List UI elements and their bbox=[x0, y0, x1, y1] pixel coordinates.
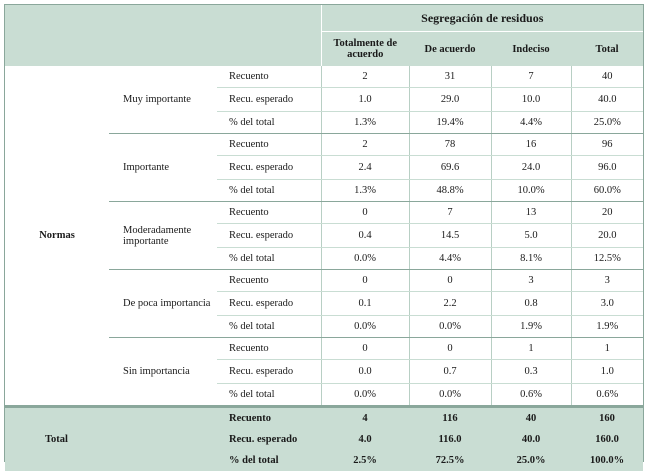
table-cell: 40.0 bbox=[571, 88, 643, 112]
table-cell: 96.0 bbox=[571, 156, 643, 180]
table-cell: 8.1% bbox=[491, 248, 571, 270]
table-cell: 13 bbox=[491, 202, 571, 224]
table-cell: 0 bbox=[409, 270, 491, 292]
row-label: Recu. esperado bbox=[217, 429, 321, 450]
row-label: % del total bbox=[217, 450, 321, 471]
table-cell: 4 bbox=[321, 407, 409, 430]
table-cell: 0.7 bbox=[409, 360, 491, 384]
table-cell: 96 bbox=[571, 134, 643, 156]
table-cell: 0.1 bbox=[321, 292, 409, 316]
table-cell: 3 bbox=[491, 270, 571, 292]
contingency-table-frame bbox=[4, 4, 644, 462]
table-cell: 0.4 bbox=[321, 224, 409, 248]
table-cell: 14.5 bbox=[409, 224, 491, 248]
table-cell: 0.0% bbox=[321, 248, 409, 270]
table-cell: 0.3 bbox=[491, 360, 571, 384]
table-cell: 1.9% bbox=[571, 316, 643, 338]
table-cell: 60.0% bbox=[571, 180, 643, 202]
row-label: Recuento bbox=[217, 202, 321, 224]
table-cell: 72.5% bbox=[409, 450, 491, 471]
table-cell: 40.0 bbox=[491, 429, 571, 450]
table-cell: 4.4% bbox=[491, 112, 571, 134]
table-cell: 19.4% bbox=[409, 112, 491, 134]
table-cell: 29.0 bbox=[409, 88, 491, 112]
col-header-indeciso: Indeciso bbox=[491, 32, 571, 67]
table-cell: 100.0% bbox=[571, 450, 643, 471]
table-cell: 0.0% bbox=[409, 384, 491, 407]
row-label: Recu. esperado bbox=[217, 360, 321, 384]
table-cell: 7 bbox=[491, 66, 571, 88]
row-label: Recuento bbox=[217, 270, 321, 292]
table-cell: 0 bbox=[321, 270, 409, 292]
table-cell: 160.0 bbox=[571, 429, 643, 450]
row-label: % del total bbox=[217, 248, 321, 270]
table-cell: 10.0% bbox=[491, 180, 571, 202]
table-cell: 40 bbox=[571, 66, 643, 88]
table-cell: 3 bbox=[571, 270, 643, 292]
table-cell: 16 bbox=[491, 134, 571, 156]
table-cell: 0 bbox=[321, 338, 409, 360]
row-label: Recu. esperado bbox=[217, 224, 321, 248]
category-label: De poca importancia bbox=[109, 270, 217, 338]
table-cell: 3.0 bbox=[571, 292, 643, 316]
table-cell: 2.4 bbox=[321, 156, 409, 180]
table-cell: 0.0 bbox=[321, 360, 409, 384]
table-cell: 0.6% bbox=[571, 384, 643, 407]
row-label: % del total bbox=[217, 180, 321, 202]
table-cell: 1.3% bbox=[321, 112, 409, 134]
table-cell: 20.0 bbox=[571, 224, 643, 248]
table-cell: 1.3% bbox=[321, 180, 409, 202]
table-cell: 7 bbox=[409, 202, 491, 224]
table-cell: 20 bbox=[571, 202, 643, 224]
table-cell: 25.0% bbox=[571, 112, 643, 134]
table-cell: 1 bbox=[491, 338, 571, 360]
table-cell: 0.0% bbox=[321, 316, 409, 338]
header-blank bbox=[5, 5, 321, 66]
table-cell: 0.6% bbox=[491, 384, 571, 407]
table-cell: 1.0 bbox=[321, 88, 409, 112]
table-cell: 116.0 bbox=[409, 429, 491, 450]
table-cell: 25.0% bbox=[491, 450, 571, 471]
table-cell: 0.8 bbox=[491, 292, 571, 316]
col-header-de-acuerdo: De acuerdo bbox=[409, 32, 491, 67]
table-cell: 5.0 bbox=[491, 224, 571, 248]
table-cell: 2 bbox=[321, 134, 409, 156]
category-label: Muy importante bbox=[109, 66, 217, 134]
table-cell: 2.2 bbox=[409, 292, 491, 316]
row-label: Recuento bbox=[217, 407, 321, 430]
group-title: Segregación de residuos bbox=[321, 5, 643, 32]
table-cell: 2 bbox=[321, 66, 409, 88]
col-header-total: Total bbox=[571, 32, 643, 67]
table-cell: 10.0 bbox=[491, 88, 571, 112]
category-label: Sin importancia bbox=[109, 338, 217, 407]
table-cell: 116 bbox=[409, 407, 491, 430]
row-group-label: Normas bbox=[5, 66, 109, 407]
row-label: Recuento bbox=[217, 338, 321, 360]
row-label: % del total bbox=[217, 384, 321, 407]
table-cell: 0 bbox=[409, 338, 491, 360]
table-cell: 2.5% bbox=[321, 450, 409, 471]
contingency-table bbox=[5, 5, 643, 471]
table-row bbox=[5, 66, 643, 88]
row-label: Recuento bbox=[217, 66, 321, 88]
table-cell: 24.0 bbox=[491, 156, 571, 180]
table-cell: 0 bbox=[321, 202, 409, 224]
table-cell: 1.0 bbox=[571, 360, 643, 384]
total-row bbox=[5, 407, 643, 430]
table-cell: 1.9% bbox=[491, 316, 571, 338]
category-label: Moderadamente importante bbox=[109, 202, 217, 270]
row-label: % del total bbox=[217, 112, 321, 134]
table-cell: 69.6 bbox=[409, 156, 491, 180]
category-label: Importante bbox=[109, 134, 217, 202]
col-header-totalmente: Totalmente de acuerdo bbox=[321, 32, 409, 67]
row-label: Recu. esperado bbox=[217, 88, 321, 112]
row-label: Recuento bbox=[217, 134, 321, 156]
table-cell: 78 bbox=[409, 134, 491, 156]
table-cell: 40 bbox=[491, 407, 571, 430]
row-label: Recu. esperado bbox=[217, 292, 321, 316]
table-cell: 4.0 bbox=[321, 429, 409, 450]
table-cell: 0.0% bbox=[409, 316, 491, 338]
table-cell: 4.4% bbox=[409, 248, 491, 270]
table-cell: 48.8% bbox=[409, 180, 491, 202]
table-cell: 1 bbox=[571, 338, 643, 360]
table-cell: 0.0% bbox=[321, 384, 409, 407]
table-cell: 12.5% bbox=[571, 248, 643, 270]
total-label: Total bbox=[5, 407, 217, 471]
table-cell: 160 bbox=[571, 407, 643, 430]
row-label: % del total bbox=[217, 316, 321, 338]
row-label: Recu. esperado bbox=[217, 156, 321, 180]
table-cell: 31 bbox=[409, 66, 491, 88]
